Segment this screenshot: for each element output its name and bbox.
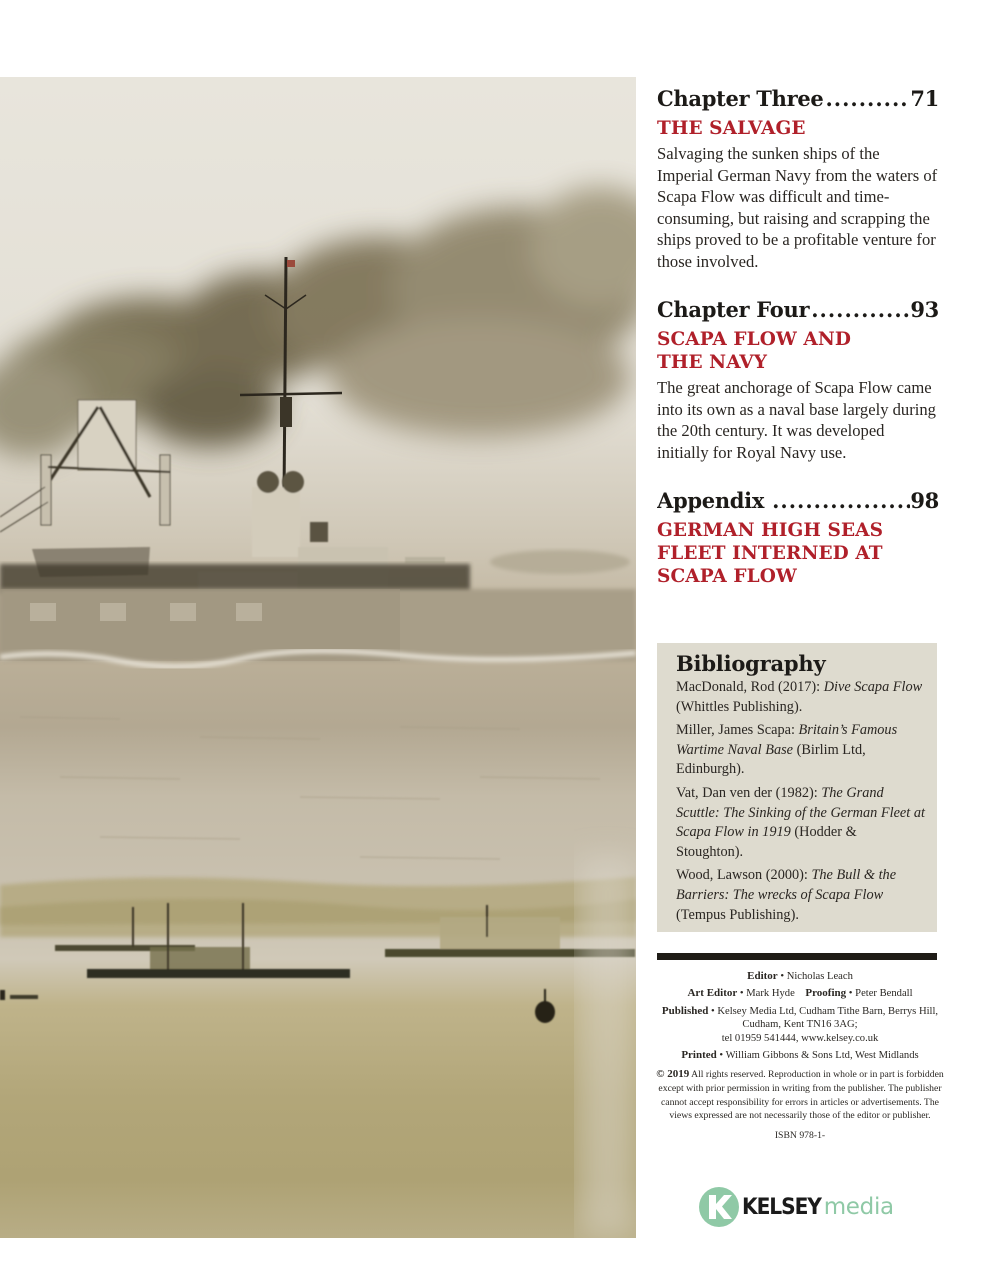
chapter-title: THE SALVAGE bbox=[657, 118, 806, 139]
bullet-separator: • bbox=[737, 988, 747, 1000]
entry-title: The Grand Scuttle: The Sinking of the German Fleet at Scapa Flow in 1919 bbox=[676, 784, 925, 841]
chapter-heading-line bbox=[657, 86, 939, 111]
toc-entry-chapter-three[interactable] bbox=[657, 86, 939, 273]
credit-value: Nicholas Leach bbox=[786, 971, 853, 982]
dot-leader bbox=[764, 488, 910, 513]
legal-text: All rights reserved. Reproduction in whole or in part is forbidden except with prior permission in writing from the publisher. The publisher cannot accept responsibility for errors in articles or advertisements. The views expressed are not necessarily those of the editor or publisher. bbox=[658, 1069, 944, 1122]
warship-photo-illustration bbox=[0, 77, 636, 1238]
chapter-heading: Appendix bbox=[657, 488, 765, 513]
credit-label: Art Editor bbox=[687, 987, 738, 1000]
bibliography-heading: Bibliography bbox=[676, 651, 826, 676]
credit-label: Printed bbox=[681, 1049, 717, 1062]
chapter-heading-line bbox=[657, 297, 939, 322]
bullet-separator: • bbox=[777, 971, 787, 982]
entry-publisher: (Whittles Publishing). bbox=[676, 698, 803, 715]
cover-photo bbox=[0, 77, 636, 1238]
copyright-year: © 2019 bbox=[656, 1068, 690, 1081]
entry-publisher: (Hodder & Stoughton). bbox=[676, 824, 857, 860]
credit-value: William Gibbons & Sons Ltd, West Midlands bbox=[725, 1050, 919, 1062]
credit-value: Kelsey Media Ltd, Cudham Tithe Barn, Berrys Hill, Cudham, Kent TN16 3AG; bbox=[717, 1005, 939, 1031]
entry-title: The Bull & the Barriers: The wrecks of Scapa Flow bbox=[676, 867, 897, 903]
toc-entry-appendix[interactable] bbox=[657, 488, 939, 588]
logo-suffix-text: media bbox=[823, 1194, 894, 1220]
chapter-page-number: 93 bbox=[910, 297, 939, 322]
credit-value: Peter Bendall bbox=[855, 988, 913, 1000]
copyright-notice bbox=[650, 1068, 950, 1122]
bullet-separator: • bbox=[708, 1005, 718, 1017]
entry-publisher: (Birlim Ltd, Edinburgh). bbox=[676, 741, 866, 778]
kelsey-media-logo bbox=[699, 1185, 894, 1229]
credit-printed bbox=[650, 1049, 950, 1062]
chapter-heading-line bbox=[657, 488, 939, 513]
chapter-heading: Chapter Three bbox=[657, 86, 824, 111]
bullet-separator: • bbox=[716, 1050, 726, 1062]
credit-art-proofing bbox=[650, 987, 950, 1000]
publisher-contact: tel 01959 541444, www.kelsey.co.uk bbox=[721, 1032, 879, 1044]
dot-leader bbox=[824, 86, 911, 111]
entry-author: Vat, Dan ven der (1982): bbox=[676, 784, 822, 801]
bibliography-entry bbox=[676, 866, 925, 925]
bullet-separator: • bbox=[846, 988, 856, 1000]
chapter-page-number: 71 bbox=[910, 86, 939, 111]
credit-editor bbox=[650, 970, 950, 983]
bibliography-entry bbox=[676, 784, 925, 862]
entry-author: MacDonald, Rod (2017): bbox=[676, 679, 824, 695]
chapter-description: Salvaging the sunken ships of the Imperial German Navy from the waters of Scapa Flow was difficult and time-consuming, but raising and scrapping the ships proved to be a profitable venture for those involved. bbox=[657, 144, 938, 271]
entry-author: Wood, Lawson (2000): bbox=[676, 867, 812, 884]
chapter-page-number: 98 bbox=[910, 488, 939, 513]
credit-label: Published bbox=[661, 1004, 709, 1017]
logo-brand-text: KELSEY bbox=[742, 1194, 821, 1220]
bibliography-entry bbox=[676, 721, 925, 780]
toc-entry-chapter-four[interactable] bbox=[657, 297, 939, 463]
chapter-heading: Chapter Four bbox=[657, 297, 810, 322]
entry-author: Miller, James Scapa: bbox=[676, 722, 799, 739]
entry-title: Dive Scapa Flow bbox=[823, 679, 923, 695]
credit-label: Proofing bbox=[805, 987, 847, 1000]
credit-label: Editor bbox=[747, 970, 778, 982]
bibliography-box bbox=[657, 643, 937, 932]
k-logo-icon bbox=[699, 1187, 739, 1227]
entry-title: Britain’s Famous Wartime Naval Base bbox=[676, 722, 898, 758]
dot-leader bbox=[809, 297, 910, 322]
bibliography-entry bbox=[676, 678, 925, 717]
masthead-credits bbox=[650, 970, 950, 1146]
chapter-title: GERMAN HIGH SEAS FLEET INTERNED AT SCAPA FLOW bbox=[657, 520, 884, 587]
entry-publisher: (Tempus Publishing). bbox=[676, 906, 799, 923]
isbn: ISBN 978-1- bbox=[774, 1129, 826, 1141]
masthead-divider bbox=[657, 953, 937, 960]
chapter-title: SCAPA FLOW AND THE NAVY bbox=[657, 329, 851, 373]
credit-published bbox=[650, 1005, 950, 1045]
credit-value: Mark Hyde bbox=[746, 988, 795, 1000]
chapter-description: The great anchorage of Scapa Flow came into its own as a naval base largely during the 20th century. It was developed initially for Royal Navy use. bbox=[657, 378, 936, 462]
